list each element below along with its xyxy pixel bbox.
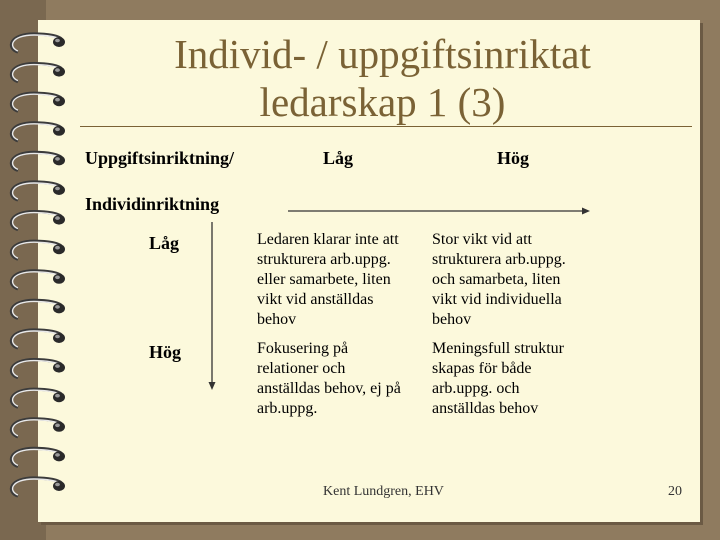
- binding-ring-icon: [11, 93, 65, 111]
- cell-line: arb.uppg. och: [432, 380, 520, 397]
- binding-ring-icon: [11, 300, 65, 318]
- cell-low-low: [257, 230, 427, 330]
- binding-ring-icon: [11, 448, 65, 466]
- binding-ring-icon: [11, 330, 65, 348]
- cell-line: Ledaren klarar inte att: [257, 231, 399, 248]
- row-high-label: Hög: [149, 342, 182, 362]
- cell-high-low: [257, 339, 432, 419]
- cell-line: arb.uppg.: [257, 400, 318, 417]
- binding-ring-icon: [11, 478, 65, 496]
- title-line-2: ledarskap 1 (3): [259, 79, 506, 125]
- task-orientation-header: Uppgiftsinriktning/: [85, 148, 235, 168]
- column-low-label: Låg: [323, 148, 354, 168]
- binding-ring-icon: [11, 389, 65, 407]
- cell-line: strukturera arb.uppg.: [257, 251, 391, 268]
- cell-line: Fokusering på: [257, 340, 349, 357]
- binding-ring-icon: [11, 182, 65, 200]
- cell-line: vikt vid individuella: [432, 291, 562, 308]
- title-line-1: Individ- / uppgiftsinriktat: [174, 31, 591, 77]
- cell-line: anställdas behov, ej på: [257, 380, 401, 397]
- cell-line: anställdas behov: [432, 400, 539, 417]
- cell-line: strukturera arb.uppg.: [432, 251, 566, 268]
- slide-title: [80, 30, 685, 126]
- binding-ring-icon: [11, 34, 65, 52]
- cell-high-high: [432, 339, 602, 419]
- cell-low-high: [432, 230, 602, 330]
- cell-line: och samarbeta, liten: [432, 271, 561, 288]
- binding-ring-icon: [11, 419, 65, 437]
- row-low-label: Låg: [149, 233, 180, 253]
- binding-ring-icon: [11, 152, 65, 170]
- column-high-label: Hög: [497, 148, 530, 168]
- cell-line: relationer och: [257, 360, 346, 377]
- binding-ring-icon: [11, 271, 65, 289]
- cell-line: skapas för både: [432, 360, 532, 377]
- title-divider: [80, 126, 692, 127]
- individual-orientation-header: Individinriktning: [85, 194, 220, 214]
- cell-line: Meningsfull struktur: [432, 340, 564, 357]
- cell-line: vikt vid anställdas: [257, 291, 374, 308]
- binding-ring-icon: [11, 212, 65, 230]
- cell-line: behov: [257, 311, 297, 328]
- cell-line: Stor vikt vid att: [432, 231, 532, 248]
- binding-ring-icon: [11, 64, 65, 82]
- binding-ring-icon: [11, 241, 65, 259]
- cell-line: eller samarbete, liten: [257, 271, 391, 288]
- cell-line: behov: [432, 311, 472, 328]
- binding-ring-icon: [11, 123, 65, 141]
- binding-ring-icon: [11, 360, 65, 378]
- footer-author: Kent Lundgren, EHV: [323, 484, 444, 499]
- spiral-binding: [0, 0, 80, 540]
- page-number: 20: [668, 484, 682, 499]
